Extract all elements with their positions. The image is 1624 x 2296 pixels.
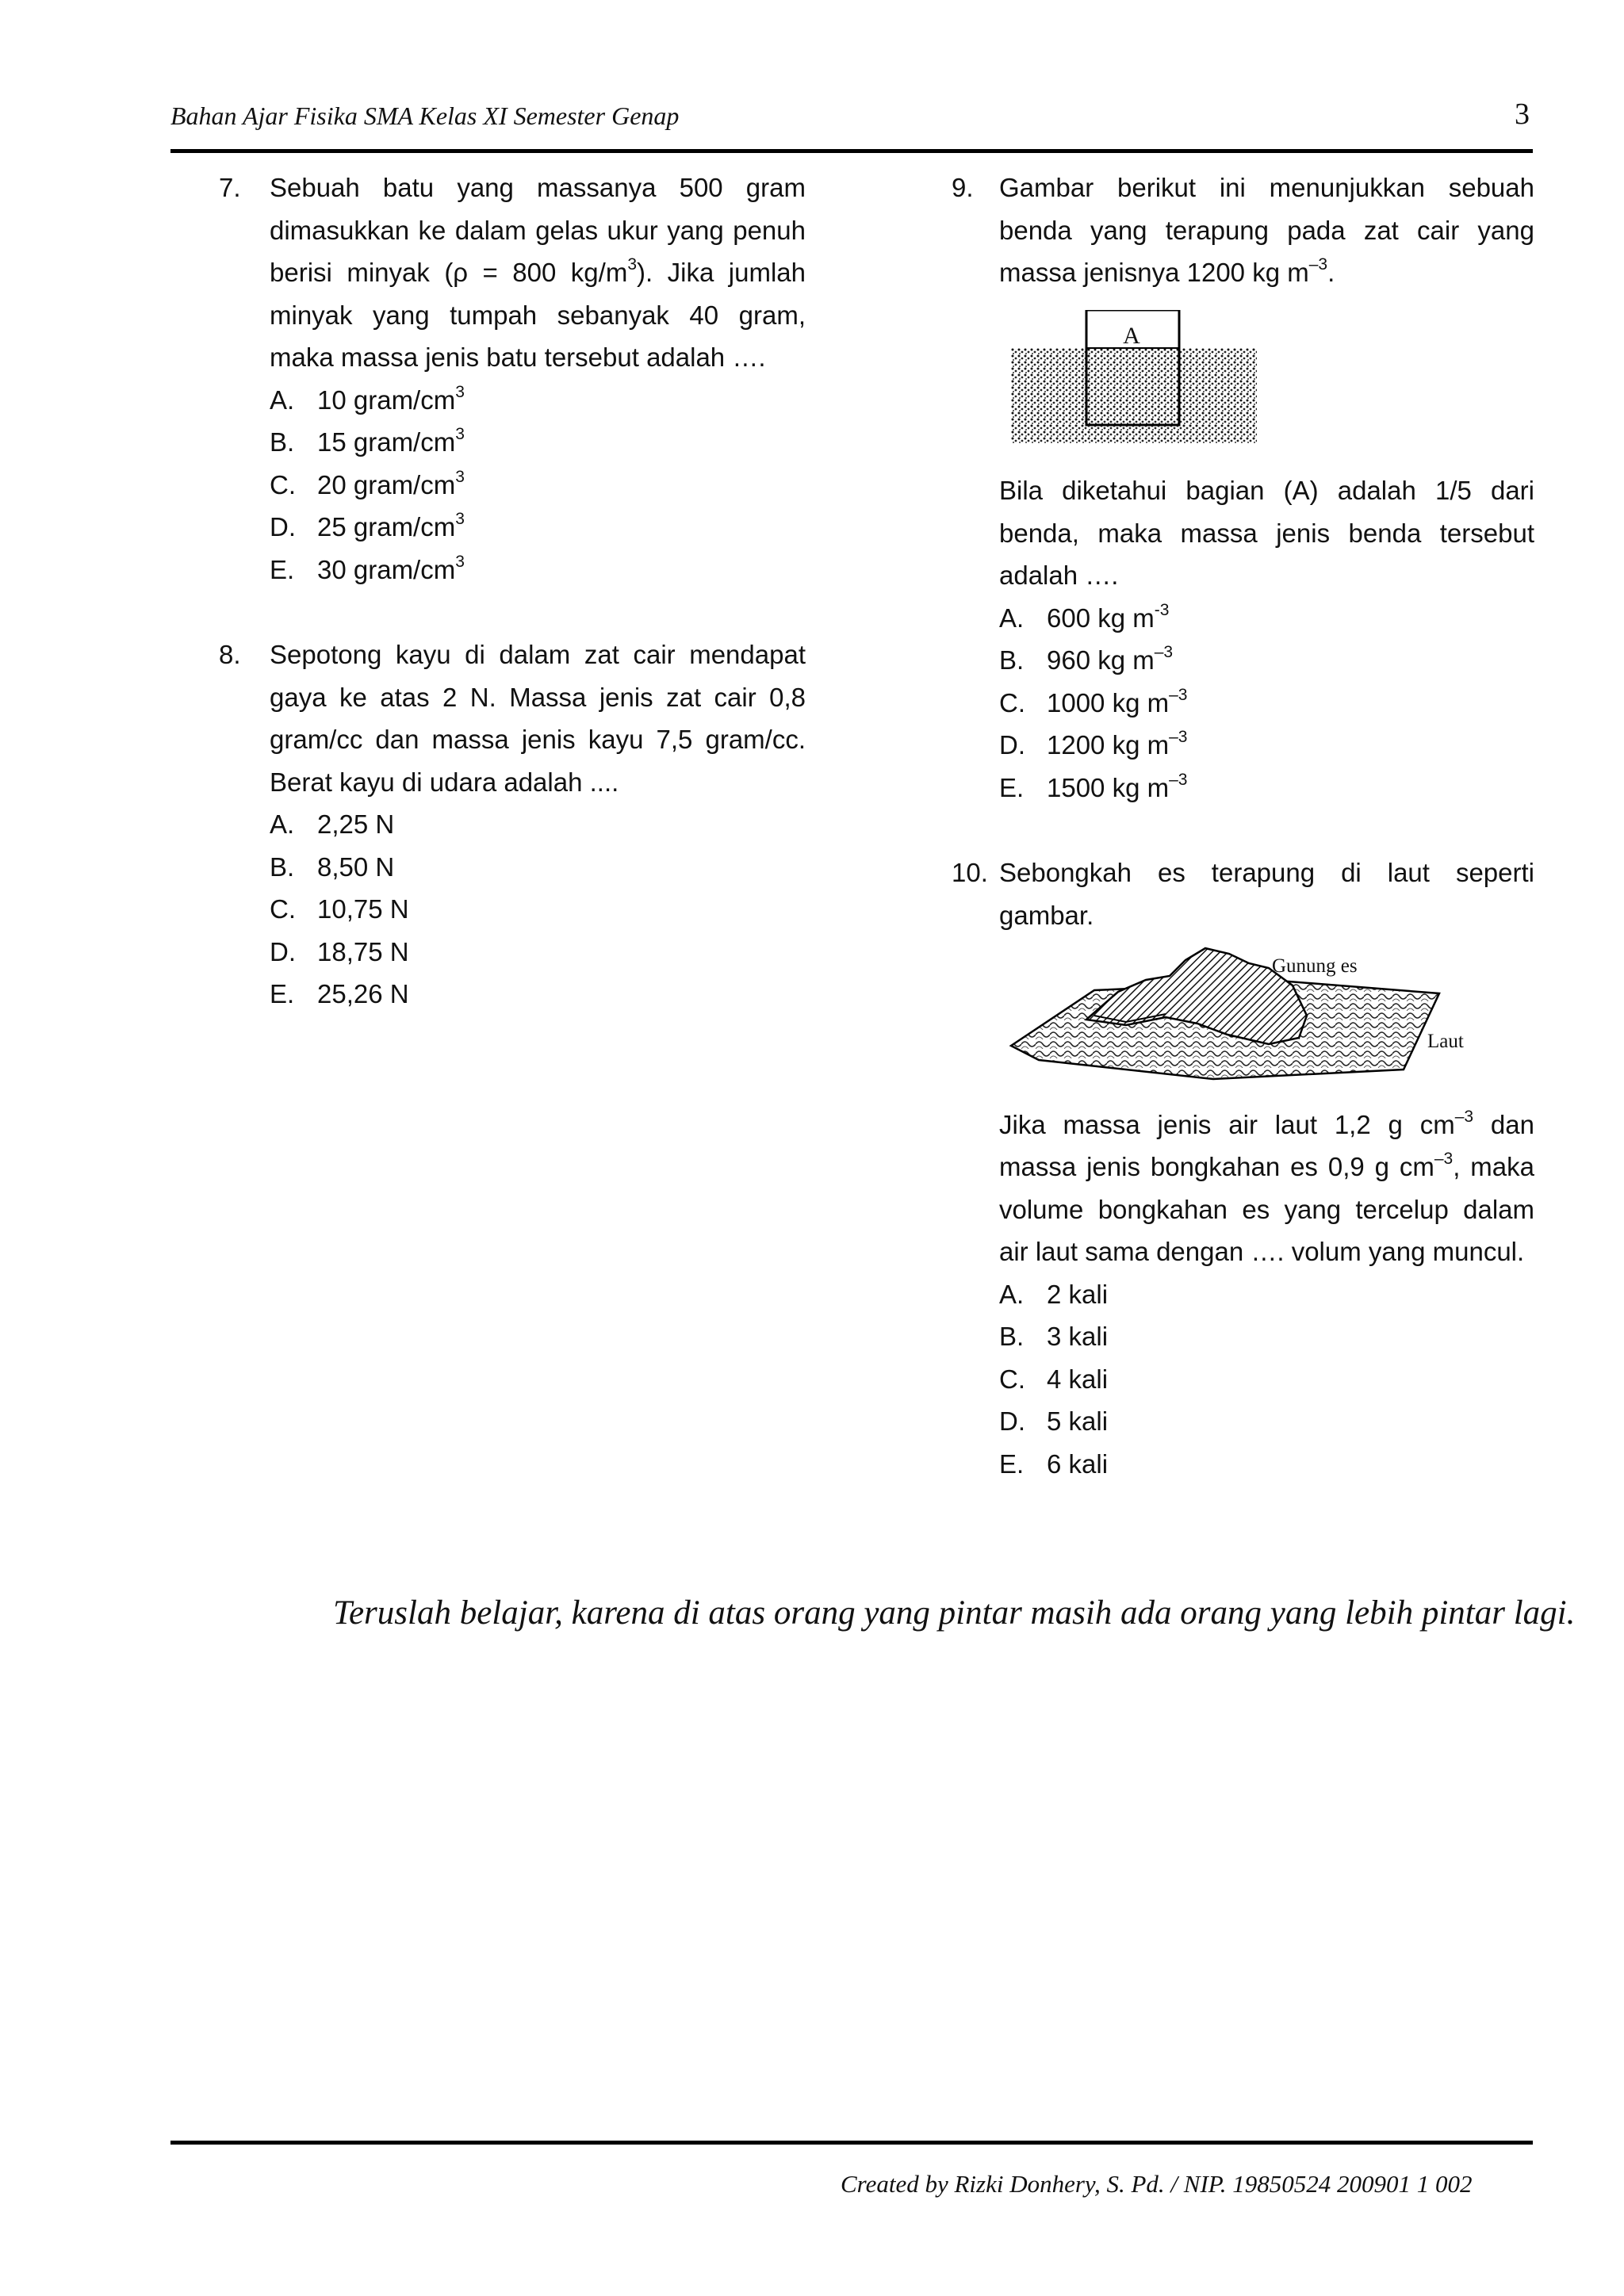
header-title: Bahan Ajar Fisika SMA Kelas XI Semester Genap [170, 101, 680, 130]
option-a[interactable]: A. 10 gram/$cm^3$ [270, 382, 465, 415]
question-stem: Sebuah batu yang massanya 500 gram dimasukkan ke dalam gelas ukur yang penuh berisi minyak (ρ = 800 $kg/m^3$). Jika jumlah minyak yang tumpah sebanyak 40 gram, maka massa jenis batu tersebut adalah …. [270, 173, 806, 372]
option-a[interactable]: A. 600 kg $m^{-3}$ [999, 600, 1170, 633]
question-8 [219, 633, 806, 1016]
question-stem-continued: Bila diketahui bagian (A) adalah 1/5 dari benda, maka massa jenis benda tersebut adalah …. [999, 476, 1534, 590]
option-b[interactable]: B. 960 kg $m^{-3}$ [999, 643, 1174, 675]
question-number: 10. [952, 858, 988, 887]
question-stem: Sepotong kayu di dalam zat cair mendapat gaya ke atas 2 N. Massa jenis zat cair 0,8 gram/cc dan massa jenis kayu 7,5 gram/cc. Berat kayu di udara adalah .... [270, 640, 806, 797]
option-c[interactable]: C. 4 kali [999, 1364, 1109, 1394]
question-stem: Sebongkah es terapung di laut seperti gambar. [999, 858, 1534, 930]
floating-object-figure [1011, 310, 1534, 465]
question-7 [219, 166, 806, 591]
left-column [219, 166, 806, 1016]
footer-rule [170, 2141, 1533, 2145]
option-e[interactable]: E. 30 gram/$cm^3$ [270, 552, 465, 584]
question-10 [952, 851, 1534, 1485]
option-c[interactable]: C. 10,75 N [270, 894, 409, 924]
option-b[interactable]: B. 3 kali [999, 1322, 1109, 1351]
floating-block-diagram [1011, 310, 1265, 453]
option-d[interactable]: D. 5 kali [999, 1406, 1109, 1436]
option-a[interactable]: A. 2,25 N [270, 809, 395, 839]
page-number: 3 [1515, 98, 1530, 131]
option-c[interactable]: C. 1000 kg $m^{-3}$ [999, 685, 1188, 718]
footer-credit: Created by Rizki Donhery, S. Pd. / NIP. 19850524 200901 1 002 [841, 2170, 1473, 2198]
sea-label: Laut [1427, 1031, 1464, 1052]
question-number: 9. [952, 173, 974, 202]
option-b[interactable]: B. 15 gram/$cm^3$ [270, 425, 465, 457]
option-e[interactable]: E. 1500 kg $m^{-3}$ [999, 770, 1188, 802]
iceberg-figure [1007, 944, 1534, 1096]
header-rule [170, 149, 1533, 153]
motto-quote: Teruslah belajar, karena di atas orang yang pintar masih ada orang yang lebih pintar lagi. [333, 1594, 1576, 1632]
option-d[interactable]: D. 18,75 N [270, 936, 409, 966]
question-number: 8. [219, 640, 241, 669]
liquid-region [1011, 348, 1257, 443]
part-a-label: A [1123, 322, 1140, 349]
iceberg-label: Gunung es [1272, 955, 1358, 977]
right-column [952, 166, 1534, 1485]
option-b[interactable]: B. 8,50 N [270, 851, 395, 882]
option-e[interactable]: E. 25,26 N [270, 979, 409, 1008]
option-c[interactable]: C. 20 gram/$cm^3$ [270, 467, 465, 499]
question-number: 7. [219, 173, 241, 202]
question-9 [952, 166, 1534, 809]
option-d[interactable]: D. 25 gram/$cm^3$ [270, 510, 465, 541]
question-stem-continued: Jika massa jenis air laut 1,2 g $cm^{-3}$ dan massa jenis bongkahan es 0,9 g $cm^{-3}$, maka volume bongkahan es yang tercelup dalam air laut sama dengan …. volum yang muncul. [999, 1107, 1534, 1266]
option-e[interactable]: E. 6 kali [999, 1448, 1109, 1479]
option-a[interactable]: A. 2 kali [999, 1279, 1109, 1309]
question-stem: Gambar berikut ini menunjukkan sebuah benda yang terapung pada zat cair yang massa jenisnya 1200 kg $m^{-3}$. [999, 173, 1534, 287]
iceberg-diagram [1007, 944, 1499, 1083]
option-d[interactable]: D. 1200 kg $m^{-3}$ [999, 728, 1188, 760]
